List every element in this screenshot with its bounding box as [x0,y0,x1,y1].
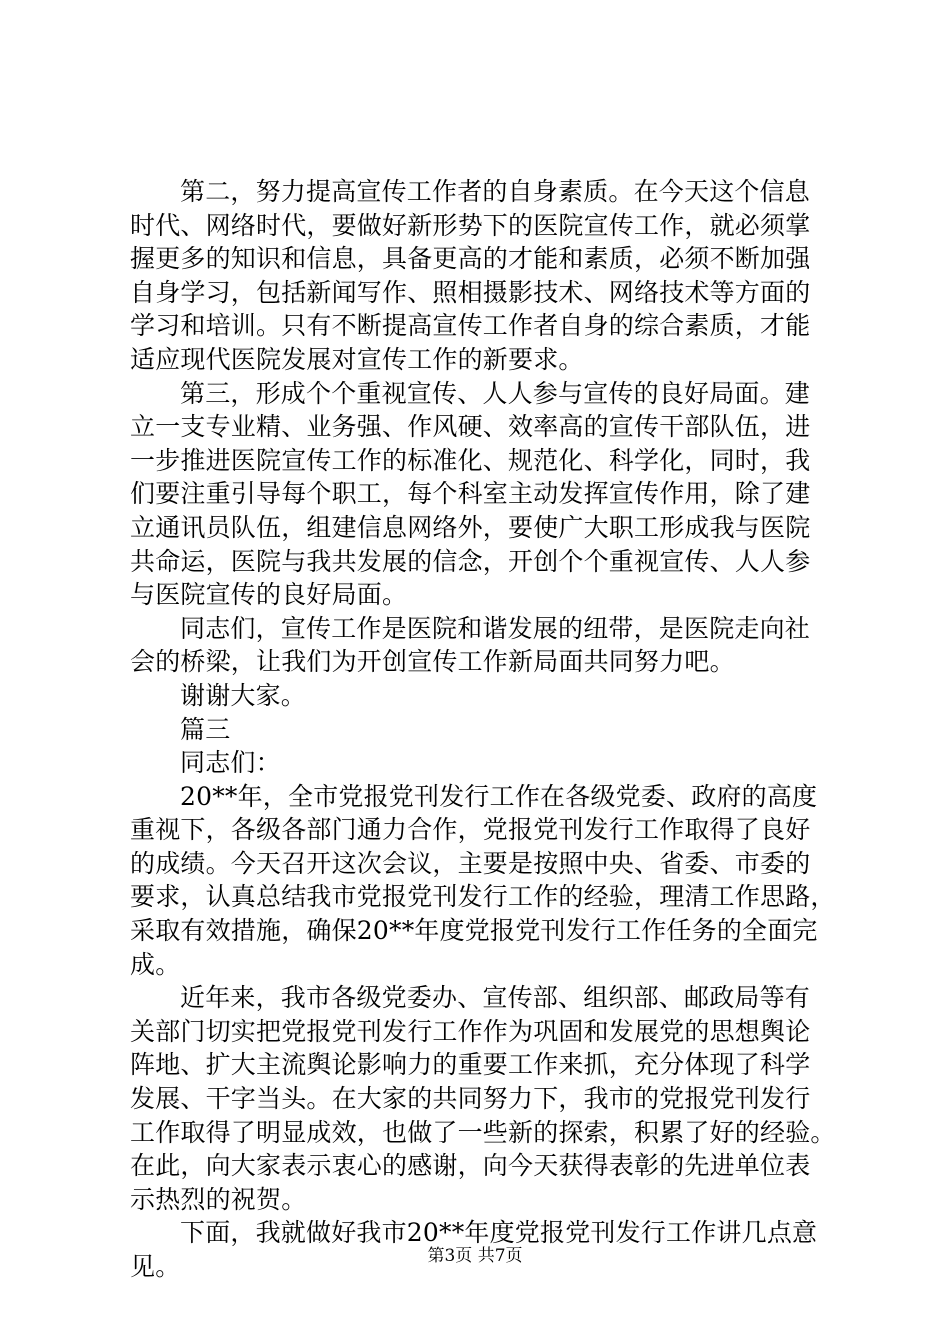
text-line: 成。 [130,949,181,979]
document-body [130,175,840,1284]
text-line: 自身学习，包括新闻写作、照相摄影技术、网络技术等方面的 [130,277,811,307]
text-line: 发展、干字当头。在大家的共同努力下，我市的党报党刊发行 [130,1084,811,1114]
text-line: 同志们： [180,748,281,778]
text-line: 学习和培训。只有不断提高宣传工作者自身的综合素质，才能 [130,311,811,341]
text-line: 立通讯员队伍，组建信息网络外，要使广大职工形成我与医院 [130,512,811,542]
text-line: 会的桥梁，让我们为开创宣传工作新局面共同努力吧。 [130,647,735,677]
text-line: 见。 [130,1252,181,1281]
text-line: 谢谢大家。 [180,680,307,710]
text-line: 下面，我就做好我市20**年度党报党刊发行工作讲几点意 [180,1218,818,1248]
text-line: 篇三 [180,714,231,744]
text-line: 采取有效措施，确保20**年度党报党刊发行工作任务的全面完 [130,916,818,946]
text-line: 适应现代医院发展对宣传工作的新要求。 [130,344,584,374]
text-line: 握更多的知识和信息，具备更高的才能和素质，必须不断加强 [130,244,811,274]
text-line: 20**年，全市党报党刊发行工作在各级党委、政府的高度 [180,781,818,811]
text-line: 共命运，医院与我共发展的信念，开创个个重视宣传、人人参 [130,546,811,576]
text-line: 工作取得了明显成效，也做了一些新的探索，积累了好的经验。 [130,1117,836,1147]
text-line: 同志们，宣传工作是医院和谐发展的纽带，是医院走向社 [180,613,811,643]
text-line: 关部门切实把党报党刊发行工作作为巩固和发展党的思想舆论 [130,1016,811,1046]
page-footer: 第3页 共7页 [427,1246,523,1266]
text-line: 与医院宣传的良好局面。 [130,580,408,610]
text-line: 近年来，我市各级党委办、宣传部、组织部、邮政局等有 [180,983,811,1013]
text-line: 的成绩。今天召开这次会议，主要是按照中央、省委、市委的 [130,848,811,878]
text-line: 阵地、扩大主流舆论影响力的重要工作来抓，充分体现了科学 [130,1050,811,1080]
text-line: 第二，努力提高宣传工作者的自身素质。在今天这个信息 [180,177,811,206]
text-line: 重视下，各级各部门通力合作，党报党刊发行工作取得了良好 [130,815,811,845]
text-line: 时代、网络时代，要做好新形势下的医院宣传工作，就必须掌 [130,210,811,240]
text-line: 一步推进医院宣传工作的标准化、规范化、科学化，同时，我 [130,445,811,475]
text-line: 立一支专业精、业务强、作风硬、效率高的宣传干部队伍，进 [130,412,811,442]
text-line: 第三，形成个个重视宣传、人人参与宣传的良好局面。建 [180,378,811,408]
text-line: 在此，向大家表示衷心的感谢，向今天获得表彰的先进单位表 [130,1151,811,1181]
text-line: 要求，认真总结我市党报党刊发行工作的经验，理清工作思路， [130,882,836,912]
text-line: 示热烈的祝贺。 [130,1184,307,1214]
text-line: 们要注重引导每个职工，每个科室主动发挥宣传作用，除了建 [130,479,811,509]
